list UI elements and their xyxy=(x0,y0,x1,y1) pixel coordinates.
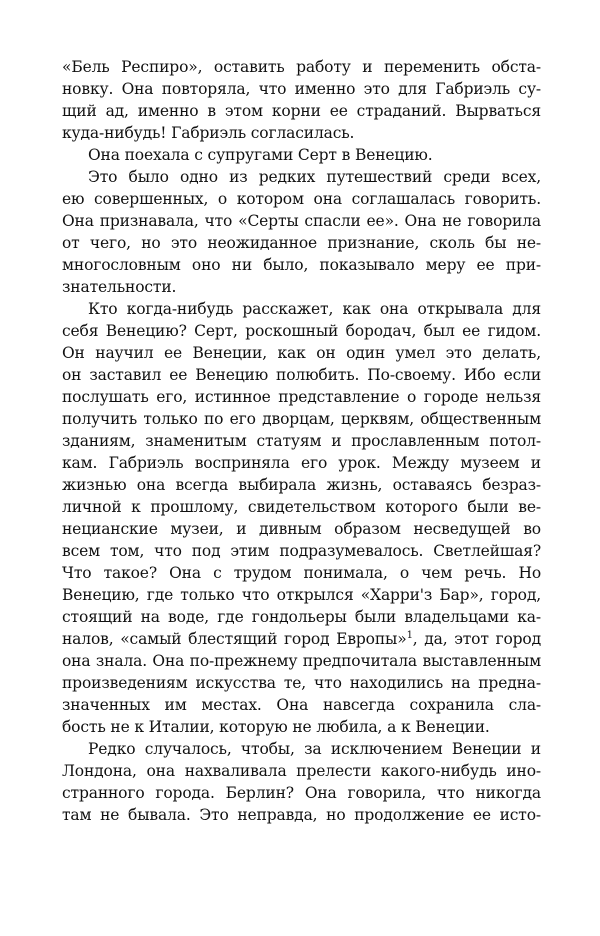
text-line-with-footnote-ref xyxy=(62,628,541,650)
text-line: личной к прошлому, свидетельством которого были ве- xyxy=(62,498,541,516)
text-segment: налов, «самый блестящий город Европы» xyxy=(62,630,407,648)
text-line: получить только по его дворцам, церквям, общественным xyxy=(62,410,541,428)
text-line: «Бель Респиро», оставить работу и переменить обста- xyxy=(62,58,541,76)
text-line: жизнью она всегда выбирала жизнь, оставаясь безраз- xyxy=(62,476,541,494)
text-line: Лондона, она нахваливала прелести какого-нибудь ино- xyxy=(62,762,541,780)
text-line: Что такое? Она с трудом понимала, о чем речь. Но xyxy=(62,564,541,582)
text-line: Венецию, где только что открылся «Харри'з Бар», город, xyxy=(62,586,541,604)
text-line: Кто когда-нибудь расскажет, как она открывала для xyxy=(88,300,541,318)
text-line: знательности. xyxy=(62,278,177,296)
text-line: себя Венецию? Серт, роскошный бородач, был ее гидом. xyxy=(62,322,541,340)
text-line: значенных им местах. Она навсегда сохранила сла- xyxy=(62,696,541,714)
text-line: кам. Габриэль восприняла его урок. Между музеем и xyxy=(62,454,541,472)
text-line: щий ад, именно в этом корни ее страданий. Вырваться xyxy=(62,102,541,120)
text-line: там не бывала. Это неправда, но продолжение ее исто- xyxy=(62,806,541,824)
text-line: она знала. Она по-прежнему предпочитала выставленным xyxy=(62,652,541,670)
text-line: всем том, что под этим подразумевалось. Светлейшая? xyxy=(62,542,541,560)
text-line: Редко случалось, чтобы, за исключением Венеции и xyxy=(88,740,541,758)
text-line: Она признавала, что «Серты спасли ее». Она не говорила xyxy=(62,212,541,230)
text-line: стоящий на воде, где гондольеры были владельцами ка- xyxy=(62,608,541,626)
text-line: Это было одно из редких путешествий среди всех, xyxy=(88,168,541,186)
text-line: Он научил ее Венеции, как он один умел это делать, xyxy=(62,344,541,362)
text-line: бость не к Италии, которую не любила, а к Венеции. xyxy=(62,718,490,736)
text-line: от чего, но это неожиданное признание, сколь бы не- xyxy=(62,234,541,252)
text-segment: , да, этот город xyxy=(412,630,541,648)
text-line: многословным оно ни было, показывало меру ее при- xyxy=(62,256,541,274)
text-line: ею совершенных, о котором она соглашалась говорить. xyxy=(62,190,541,208)
text-line: он заставил ее Венецию полюбить. По-своему. Ибо если xyxy=(62,366,541,384)
text-line: послушать его, истинное представление о городе нельзя xyxy=(62,388,541,406)
text-line: нецианские музеи, и дивным образом несведущей во xyxy=(62,520,541,538)
text-line: Она поехала с супругами Серт в Венецию. xyxy=(88,146,433,164)
text-line: зданиям, знаменитым статуям и прославленным потол- xyxy=(62,432,541,450)
text-line: куда-нибудь! Габриэль согласилась. xyxy=(62,124,355,142)
text-line: странного города. Берлин? Она говорила, что никогда xyxy=(62,784,541,802)
text-line: новку. Она повторяла, что именно это для Габриэль су- xyxy=(62,80,541,98)
text-line: произведениям искусства те, что находились на предна- xyxy=(62,674,541,692)
footnote-ref: 1 xyxy=(406,629,413,641)
